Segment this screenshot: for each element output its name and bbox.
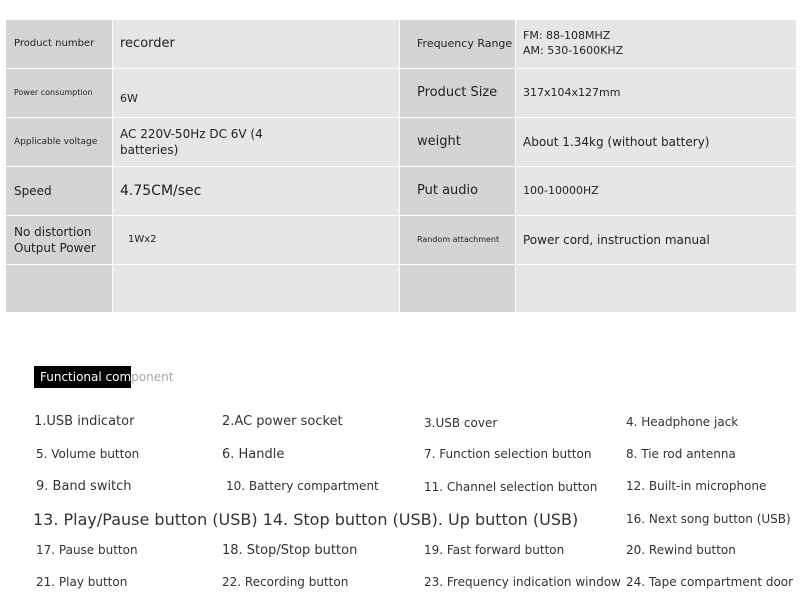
component-item: 23. Frequency indication window [424, 575, 621, 589]
component-item: 21. Play button [36, 575, 128, 589]
heading-highlighted-part: Functional com [34, 366, 131, 388]
component-item: 4. Headphone jack [626, 415, 739, 429]
component-item: 16. Next song button (USB) [626, 512, 791, 526]
spec-value-frequency-range [515, 20, 796, 68]
frequency-am: AM: 530-1600KHZ [523, 44, 624, 57]
functional-component-heading [34, 364, 179, 390]
spec-label-random-attachment: Random attachment [417, 234, 500, 244]
component-item: 6. Handle [222, 447, 285, 462]
component-item: 18. Stop/Stop button [222, 543, 358, 558]
component-item: 11. Channel selection button [424, 480, 598, 494]
spec-label-weight: weight [417, 134, 461, 150]
spec-value-random-attachment: Power cord, instruction manual [523, 232, 710, 247]
component-item: 7. Function selection button [424, 447, 592, 461]
spec-label-product-number: Product number [14, 38, 95, 50]
component-item: 8. Tie rod antenna [626, 447, 736, 461]
spec-table [6, 20, 796, 312]
spec-label-frequency-range: Frequency Range [417, 36, 513, 50]
component-item: 2.AC power socket [222, 414, 343, 429]
spec-value-put-audio: 100-10000HZ [523, 183, 599, 197]
spec-value-speed: 4.75CM/sec [120, 182, 202, 199]
spec-label-speed: Speed [14, 183, 52, 198]
component-item: 17. Pause button [36, 543, 138, 557]
heading-faded-part: ponent [131, 370, 174, 384]
component-item: 10. Battery compartment [226, 479, 379, 493]
component-item: 5. Volume button [36, 447, 140, 461]
component-item: 22. Recording button [222, 575, 349, 589]
spec-label-put-audio: Put audio [417, 183, 479, 199]
spec-value-weight: About 1.34kg (without battery) [523, 134, 710, 149]
component-item: 19. Fast forward button [424, 543, 565, 557]
component-item: 3.USB cover [424, 416, 498, 430]
spec-value-power-consumption: 6W [120, 91, 138, 105]
component-item: 13. Play/Pause button (USB) 14. Stop button (USB). Up button (USB) [33, 510, 579, 529]
component-item: 20. Rewind button [626, 543, 736, 557]
spec-value-product-number: recorder [120, 36, 175, 52]
frequency-fm: FM: 88-108MHZ [523, 29, 611, 43]
spec-label-output-power [6, 216, 112, 264]
spec-label-power-consumption: Power consumption [14, 87, 93, 97]
component-item: 12. Built-in microphone [626, 479, 767, 493]
spec-value-applicable-voltage: AC 220V-50Hz DC 6V (4 batteries) [120, 126, 263, 157]
output-power-line-2: Output Power [14, 241, 96, 255]
component-item: 9. Band switch [36, 479, 132, 494]
spec-label-product-size: Product Size [417, 85, 498, 101]
component-item: 24. Tape compartment door [626, 575, 794, 589]
spec-value-product-size: 317x104x127mm [523, 85, 621, 99]
component-item: 1.USB indicator [34, 414, 135, 429]
spec-label-applicable-voltage: Applicable voltage [14, 136, 98, 147]
spec-value-output-power: 1Wx2 [128, 234, 157, 246]
output-power-line-1: No distortion [14, 224, 92, 239]
